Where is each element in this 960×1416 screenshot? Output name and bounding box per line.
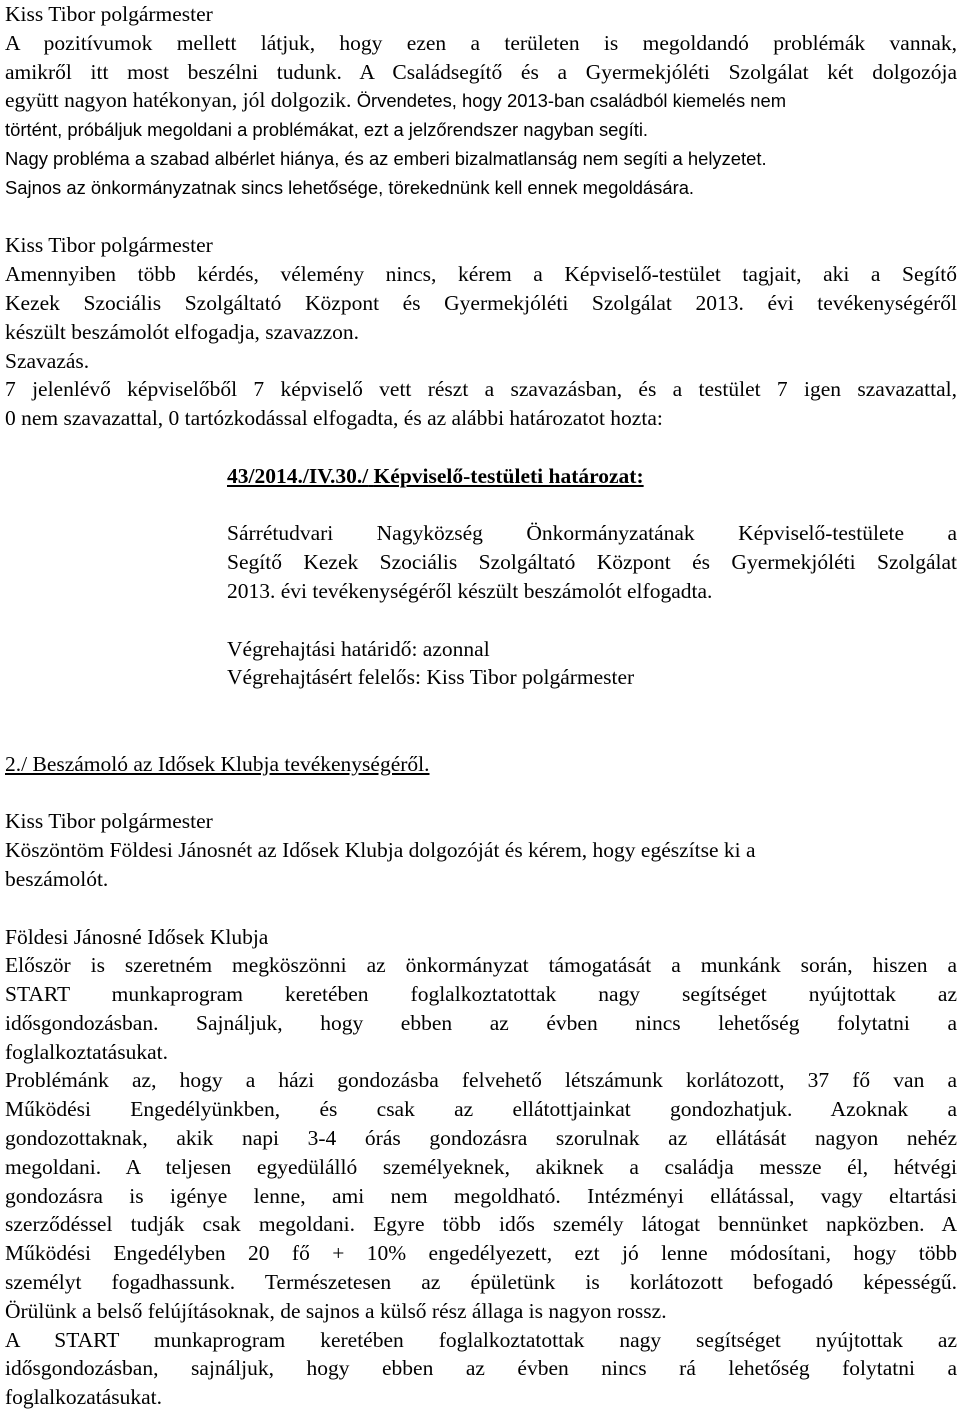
paragraph-line: Örülünk a belső felújításoknak, de sajnos a külső rész állaga is nagyon rossz.: [5, 1298, 667, 1323]
paragraph-line: gondozásra is igénye lenne, ami nem megoldható. Intézményi ellátással, vagy eltartási: [5, 1183, 957, 1208]
spacer: [5, 692, 957, 721]
spacer: [5, 203, 957, 232]
vote-label: Szavazás.: [5, 348, 90, 373]
spacer: [227, 491, 957, 520]
spacer: [5, 721, 957, 750]
spacer: [5, 433, 957, 462]
paragraph-line: Először is szeretném megköszönni az önkormányzat támogatását a munkánk során, hiszen a: [5, 953, 957, 978]
paragraph-line: Kezek Szociális Szolgáltató Központ és Gyermekjóléti Szolgálat 2013. évi tevékenységéről: [5, 290, 957, 315]
resolution-deadline: Végrehajtási határidő: azonnal: [227, 636, 490, 661]
resolution-number: 43/2014./IV.30./: [227, 463, 369, 488]
resolution-text-line: Sárrétudvari Nagyközség Önkormányzatának Képviselő-testülete a: [227, 521, 957, 546]
paragraph-line: megoldani. A teljesen egyedülálló személyeknek, akiknek a családja messze él, hétvégi: [5, 1154, 957, 1179]
paragraph-line: A pozitívumok mellett látjuk, hogy ezen a területen is megoldandó problémák vannak,: [5, 30, 957, 55]
resolution-block: [227, 462, 957, 692]
paragraph-line: foglalkoztatásukat.: [5, 1039, 168, 1064]
paragraph-text-sans: Örvendetes, hogy 2013-ban családból kiemelés nem: [356, 90, 787, 112]
paragraph-line: gondozottaknak, akik napi 3-4 órás gondozásra szorulnak az ellátását nagyon nehéz: [5, 1126, 957, 1151]
paragraph-line: Működési Engedélyünkben, és csak az ellátottjainkat gondozhatjuk. Azoknak a: [5, 1097, 957, 1122]
paragraph-line: amikről itt most beszélni tudunk. A Családsegítő és a Gyermekjóléti Szolgálat két dolgozója: [5, 59, 957, 84]
speaker-name: Földesi Jánosné Idősek Klubja: [5, 924, 269, 949]
paragraph-line: A START munkaprogram keretében foglalkoztatottak nagy segítséget nyújtottak az: [5, 1327, 957, 1352]
document-page: [5, 0, 957, 1412]
paragraph-line: idősgondozásban, sajnáljuk, hogy ebben az évben nincs rá lehetőség folytatni a: [5, 1356, 957, 1381]
paragraph-line: beszámolót.: [5, 866, 109, 891]
paragraph-line: START munkaprogram keretében foglalkoztatottak nagy segítséget nyújtottak az: [5, 982, 957, 1007]
speaker-name: Kiss Tibor polgármester: [5, 809, 213, 834]
resolution-text-line: 2013. évi tevékenységéről készült beszámolót elfogadta.: [227, 578, 713, 603]
paragraph-line: [5, 86, 957, 116]
paragraph-line: szerződéssel tudják csak megoldani. Egyre több idős személy látogat bennünket napközben. A: [5, 1212, 957, 1237]
resolution-text-line: Segítő Kezek Szociális Szolgáltató Központ és Gyermekjóléti Szolgálat: [227, 550, 957, 575]
spacer: [5, 894, 957, 923]
paragraph-line: Amennyiben több kérdés, vélemény nincs, kérem a Képviselő-testület tagjait, aki a Segítő: [5, 262, 957, 287]
paragraph-text: együtt nagyon hatékonyan, jól dolgozik.: [5, 88, 352, 113]
spacer: [227, 606, 957, 635]
section-heading: 2./ Beszámoló az Idősek Klubja tevékenységéről.: [5, 751, 430, 776]
paragraph-line: Sajnos az önkormányzatnak sincs lehetősége, törekednünk kell ennek megoldására.: [5, 176, 695, 198]
paragraph-line: Működési Engedélyben 20 fő + 10% engedélyezett, ezt jó lenne módosítani, hogy több: [5, 1241, 957, 1266]
paragraph-line: Nagy probléma a szabad albérlet hiánya, és az emberi bizalmatlanság nem segíti a helyzetet.: [5, 147, 767, 169]
resolution-title: Képviselő-testületi határozat:: [373, 463, 644, 488]
paragraph-line: idősgondozásban. Sajnáljuk, hogy ebben az évben nincs lehetőség folytatni a: [5, 1010, 957, 1035]
speaker-name: Kiss Tibor polgármester: [5, 2, 213, 26]
spacer: [5, 779, 957, 808]
paragraph-line: Problémánk az, hogy a házi gondozásba felvehető létszámunk korlátozott, 37 fő van a: [5, 1068, 957, 1093]
paragraph-line: 0 nem szavazattal, 0 tartózkodással elfogadta, és az alábbi határozatot hozta:: [5, 406, 663, 431]
paragraph-line: foglalkozatásukat.: [5, 1385, 163, 1410]
paragraph-line: készült beszámolót elfogadja, szavazzon.: [5, 319, 360, 344]
paragraph-line: történt, próbáljuk megoldani a problémákat, ezt a jelzőrendszer nagyban segíti.: [5, 119, 649, 141]
resolution-responsible: Végrehajtásért felelős: Kiss Tibor polgármester: [227, 665, 635, 690]
paragraph-line: 7 jelenlévő képviselőből 7 képviselő vett részt a szavazásban, és a testület 7 igen szavazattal,: [5, 377, 957, 402]
speaker-name: Kiss Tibor polgármester: [5, 233, 213, 258]
resolution-heading: [227, 462, 957, 491]
paragraph-line: személyt fogadhassunk. Természetesen az épületünk is korlátozott befogadó képességű.: [5, 1270, 957, 1295]
paragraph-line: Köszöntöm Földesi Jánosnét az Idősek Klubja dolgozóját és kérem, hogy egészítse ki a: [5, 838, 756, 863]
